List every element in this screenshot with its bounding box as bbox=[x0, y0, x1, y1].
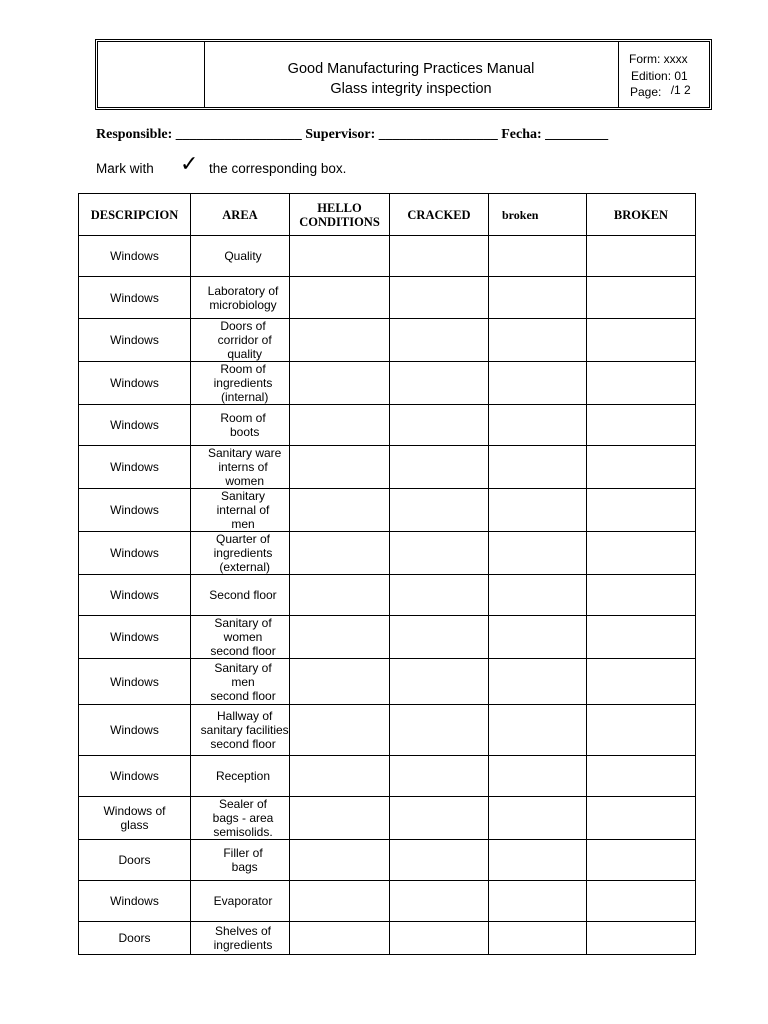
form-info bbox=[618, 42, 709, 107]
table-row bbox=[79, 489, 696, 532]
checkmark-icon: ✓ bbox=[180, 151, 199, 176]
page-info bbox=[629, 84, 709, 101]
row-area-cell bbox=[191, 922, 290, 955]
row-description: Windows bbox=[79, 405, 191, 446]
check-box-broken-lower[interactable] bbox=[489, 405, 587, 446]
row-area-cell bbox=[191, 532, 290, 575]
check-box-broken-lower[interactable] bbox=[489, 922, 587, 955]
table-row bbox=[79, 319, 696, 362]
title-line-1: Good Manufacturing Practices Manual bbox=[287, 61, 535, 77]
row-description: Doors bbox=[79, 922, 191, 955]
row-area-cell bbox=[191, 659, 290, 705]
table-row bbox=[79, 756, 696, 797]
check-box-cracked[interactable] bbox=[390, 446, 489, 489]
check-box-broken-lower[interactable] bbox=[489, 277, 587, 319]
table-row bbox=[79, 616, 696, 659]
check-box-hello-conditions[interactable] bbox=[290, 616, 390, 659]
row-area-cell bbox=[191, 405, 290, 446]
check-box-broken[interactable] bbox=[587, 446, 696, 489]
row-area: Filler of bags bbox=[223, 846, 263, 874]
title-line-2: Glass integrity inspection bbox=[330, 81, 492, 97]
check-box-broken-lower[interactable] bbox=[489, 236, 587, 277]
row-description: Doors bbox=[79, 840, 191, 881]
row-area: Room of boots bbox=[220, 411, 266, 439]
check-box-hello-conditions[interactable] bbox=[290, 489, 390, 532]
row-area: Sanitary of men second floor bbox=[210, 660, 276, 703]
row-description: Windows bbox=[79, 362, 191, 405]
page-label: Page: bbox=[630, 85, 662, 99]
check-box-cracked[interactable] bbox=[390, 616, 489, 659]
header-broken: BROKEN bbox=[587, 194, 696, 236]
check-box-cracked[interactable] bbox=[390, 840, 489, 881]
check-box-broken-lower[interactable] bbox=[489, 616, 587, 659]
header-area: AREA bbox=[191, 194, 290, 236]
check-box-cracked[interactable] bbox=[390, 319, 489, 362]
row-area: Reception bbox=[215, 769, 271, 783]
header-broken-lower: broken bbox=[489, 194, 587, 236]
table-row bbox=[79, 446, 696, 489]
check-box-broken-lower[interactable] bbox=[489, 881, 587, 922]
row-area: Sanitary ware interns of women bbox=[207, 446, 282, 488]
check-box-cracked[interactable] bbox=[390, 922, 489, 955]
row-area-cell bbox=[191, 277, 290, 319]
check-box-hello-conditions[interactable] bbox=[290, 405, 390, 446]
table-row bbox=[79, 881, 696, 922]
check-box-broken[interactable] bbox=[587, 362, 696, 405]
row-description: Windows bbox=[79, 489, 191, 532]
row-area-cell bbox=[191, 756, 290, 797]
row-area: Sanitary of women second floor bbox=[210, 616, 276, 658]
row-area: Quality bbox=[224, 249, 262, 263]
check-box-cracked[interactable] bbox=[390, 236, 489, 277]
row-area-cell bbox=[191, 705, 290, 756]
check-box-cracked[interactable] bbox=[390, 532, 489, 575]
row-description: Windows bbox=[79, 705, 191, 756]
row-description: Windows bbox=[79, 575, 191, 616]
check-box-broken-lower[interactable] bbox=[489, 705, 587, 756]
row-area-cell bbox=[191, 236, 290, 277]
check-box-broken-lower[interactable] bbox=[489, 575, 587, 616]
check-box-broken[interactable] bbox=[587, 277, 696, 319]
page-value: /1 2 bbox=[670, 83, 691, 97]
row-area: Sealer of bags - area semisolids. bbox=[212, 797, 274, 839]
check-box-hello-conditions[interactable] bbox=[290, 532, 390, 575]
row-area-cell bbox=[191, 881, 290, 922]
instruction-prefix: Mark with bbox=[96, 161, 154, 176]
check-box-hello-conditions[interactable] bbox=[290, 319, 390, 362]
check-box-broken[interactable] bbox=[587, 797, 696, 840]
check-box-broken-lower[interactable] bbox=[489, 659, 587, 705]
check-box-broken[interactable] bbox=[587, 319, 696, 362]
row-area: Quarter of ingredients (external) bbox=[213, 532, 273, 574]
table-row bbox=[79, 659, 696, 705]
row-area: Sanitary internal of men bbox=[216, 489, 270, 531]
row-area: Shelves of ingredients bbox=[213, 924, 273, 952]
check-box-broken-lower[interactable] bbox=[489, 532, 587, 575]
check-box-broken[interactable] bbox=[587, 881, 696, 922]
table-row bbox=[79, 840, 696, 881]
row-area-cell bbox=[191, 797, 290, 840]
row-area-cell bbox=[191, 840, 290, 881]
table-row bbox=[79, 575, 696, 616]
instruction-suffix: the corresponding box. bbox=[209, 161, 347, 176]
header-cracked: CRACKED bbox=[390, 194, 489, 236]
check-box-hello-conditions[interactable] bbox=[290, 362, 390, 405]
table-row bbox=[79, 277, 696, 319]
check-box-broken[interactable] bbox=[587, 575, 696, 616]
check-box-broken[interactable] bbox=[587, 659, 696, 705]
row-description: Windows of glass bbox=[79, 797, 191, 840]
check-box-cracked[interactable] bbox=[390, 362, 489, 405]
row-description: Windows bbox=[79, 532, 191, 575]
check-box-cracked[interactable] bbox=[390, 659, 489, 705]
check-box-cracked[interactable] bbox=[390, 405, 489, 446]
check-box-broken[interactable] bbox=[587, 532, 696, 575]
row-area-cell bbox=[191, 362, 290, 405]
check-box-hello-conditions[interactable] bbox=[290, 840, 390, 881]
signature-fields: Responsible: __________________ Supervisor: _________________ Fecha: _________ bbox=[96, 127, 609, 142]
check-box-hello-conditions[interactable] bbox=[290, 881, 390, 922]
table-row bbox=[79, 236, 696, 277]
check-box-hello-conditions[interactable] bbox=[290, 277, 390, 319]
table-row bbox=[79, 797, 696, 840]
table-row bbox=[79, 922, 696, 955]
check-box-broken-lower[interactable] bbox=[489, 362, 587, 405]
check-box-cracked[interactable] bbox=[390, 756, 489, 797]
check-box-broken[interactable] bbox=[587, 236, 696, 277]
check-box-broken[interactable] bbox=[587, 405, 696, 446]
check-box-broken[interactable] bbox=[587, 705, 696, 756]
check-box-broken[interactable] bbox=[587, 489, 696, 532]
check-box-cracked[interactable] bbox=[390, 881, 489, 922]
row-description: Windows bbox=[79, 319, 191, 362]
row-area-cell bbox=[191, 575, 290, 616]
check-box-broken-lower[interactable] bbox=[489, 797, 587, 840]
row-description: Windows bbox=[79, 881, 191, 922]
row-description: Windows bbox=[79, 446, 191, 489]
document-header bbox=[95, 39, 712, 110]
check-box-hello-conditions[interactable] bbox=[290, 705, 390, 756]
document-title bbox=[205, 42, 617, 107]
check-box-broken-lower[interactable] bbox=[489, 840, 587, 881]
row-area-cell bbox=[191, 489, 290, 532]
row-description: Windows bbox=[79, 756, 191, 797]
logo-placeholder bbox=[98, 42, 205, 107]
check-box-cracked[interactable] bbox=[390, 277, 489, 319]
check-box-hello-conditions[interactable] bbox=[290, 797, 390, 840]
check-box-hello-conditions[interactable] bbox=[290, 236, 390, 277]
check-box-hello-conditions[interactable] bbox=[290, 575, 390, 616]
check-box-cracked[interactable] bbox=[390, 705, 489, 756]
row-area-cell bbox=[191, 446, 290, 489]
row-area: Laboratory of microbiology bbox=[207, 283, 279, 312]
row-area-cell bbox=[191, 319, 290, 362]
check-box-cracked[interactable] bbox=[390, 489, 489, 532]
inspection-table bbox=[78, 193, 696, 955]
check-box-broken[interactable] bbox=[587, 922, 696, 955]
row-area: Second floor bbox=[209, 588, 277, 602]
table-row bbox=[79, 532, 696, 575]
check-box-broken[interactable] bbox=[587, 840, 696, 881]
form-code: Form: xxxx bbox=[629, 52, 688, 66]
row-description: Windows bbox=[79, 236, 191, 277]
check-box-broken-lower[interactable] bbox=[489, 319, 587, 362]
check-box-broken-lower[interactable] bbox=[489, 756, 587, 797]
row-area: Doors of corridor of quality bbox=[217, 319, 272, 361]
check-box-broken[interactable] bbox=[587, 616, 696, 659]
check-box-broken-lower[interactable] bbox=[489, 446, 587, 489]
row-area: Evaporator bbox=[213, 894, 273, 908]
row-area: Room of ingredients (internal) bbox=[213, 362, 273, 404]
header-descripcion: DESCRIPCION bbox=[79, 194, 191, 236]
check-box-cracked[interactable] bbox=[390, 797, 489, 840]
table-row bbox=[79, 705, 696, 756]
table-row bbox=[79, 362, 696, 405]
row-description: Windows bbox=[79, 659, 191, 705]
check-box-broken[interactable] bbox=[587, 756, 696, 797]
check-box-broken-lower[interactable] bbox=[489, 489, 587, 532]
table-header-row bbox=[79, 194, 696, 236]
row-description: Windows bbox=[79, 616, 191, 659]
edition: Edition: 01 bbox=[631, 68, 688, 83]
check-box-hello-conditions[interactable] bbox=[290, 756, 390, 797]
table-row bbox=[79, 405, 696, 446]
row-area-cell bbox=[191, 616, 290, 659]
row-area: Hallway of sanitary facilities second floor bbox=[200, 709, 289, 751]
check-box-hello-conditions[interactable] bbox=[290, 659, 390, 705]
check-box-cracked[interactable] bbox=[390, 575, 489, 616]
check-box-hello-conditions[interactable] bbox=[290, 922, 390, 955]
check-box-hello-conditions[interactable] bbox=[290, 446, 390, 489]
row-description: Windows bbox=[79, 277, 191, 319]
header-hello-conditions: HELLO CONDITIONS bbox=[290, 194, 390, 236]
